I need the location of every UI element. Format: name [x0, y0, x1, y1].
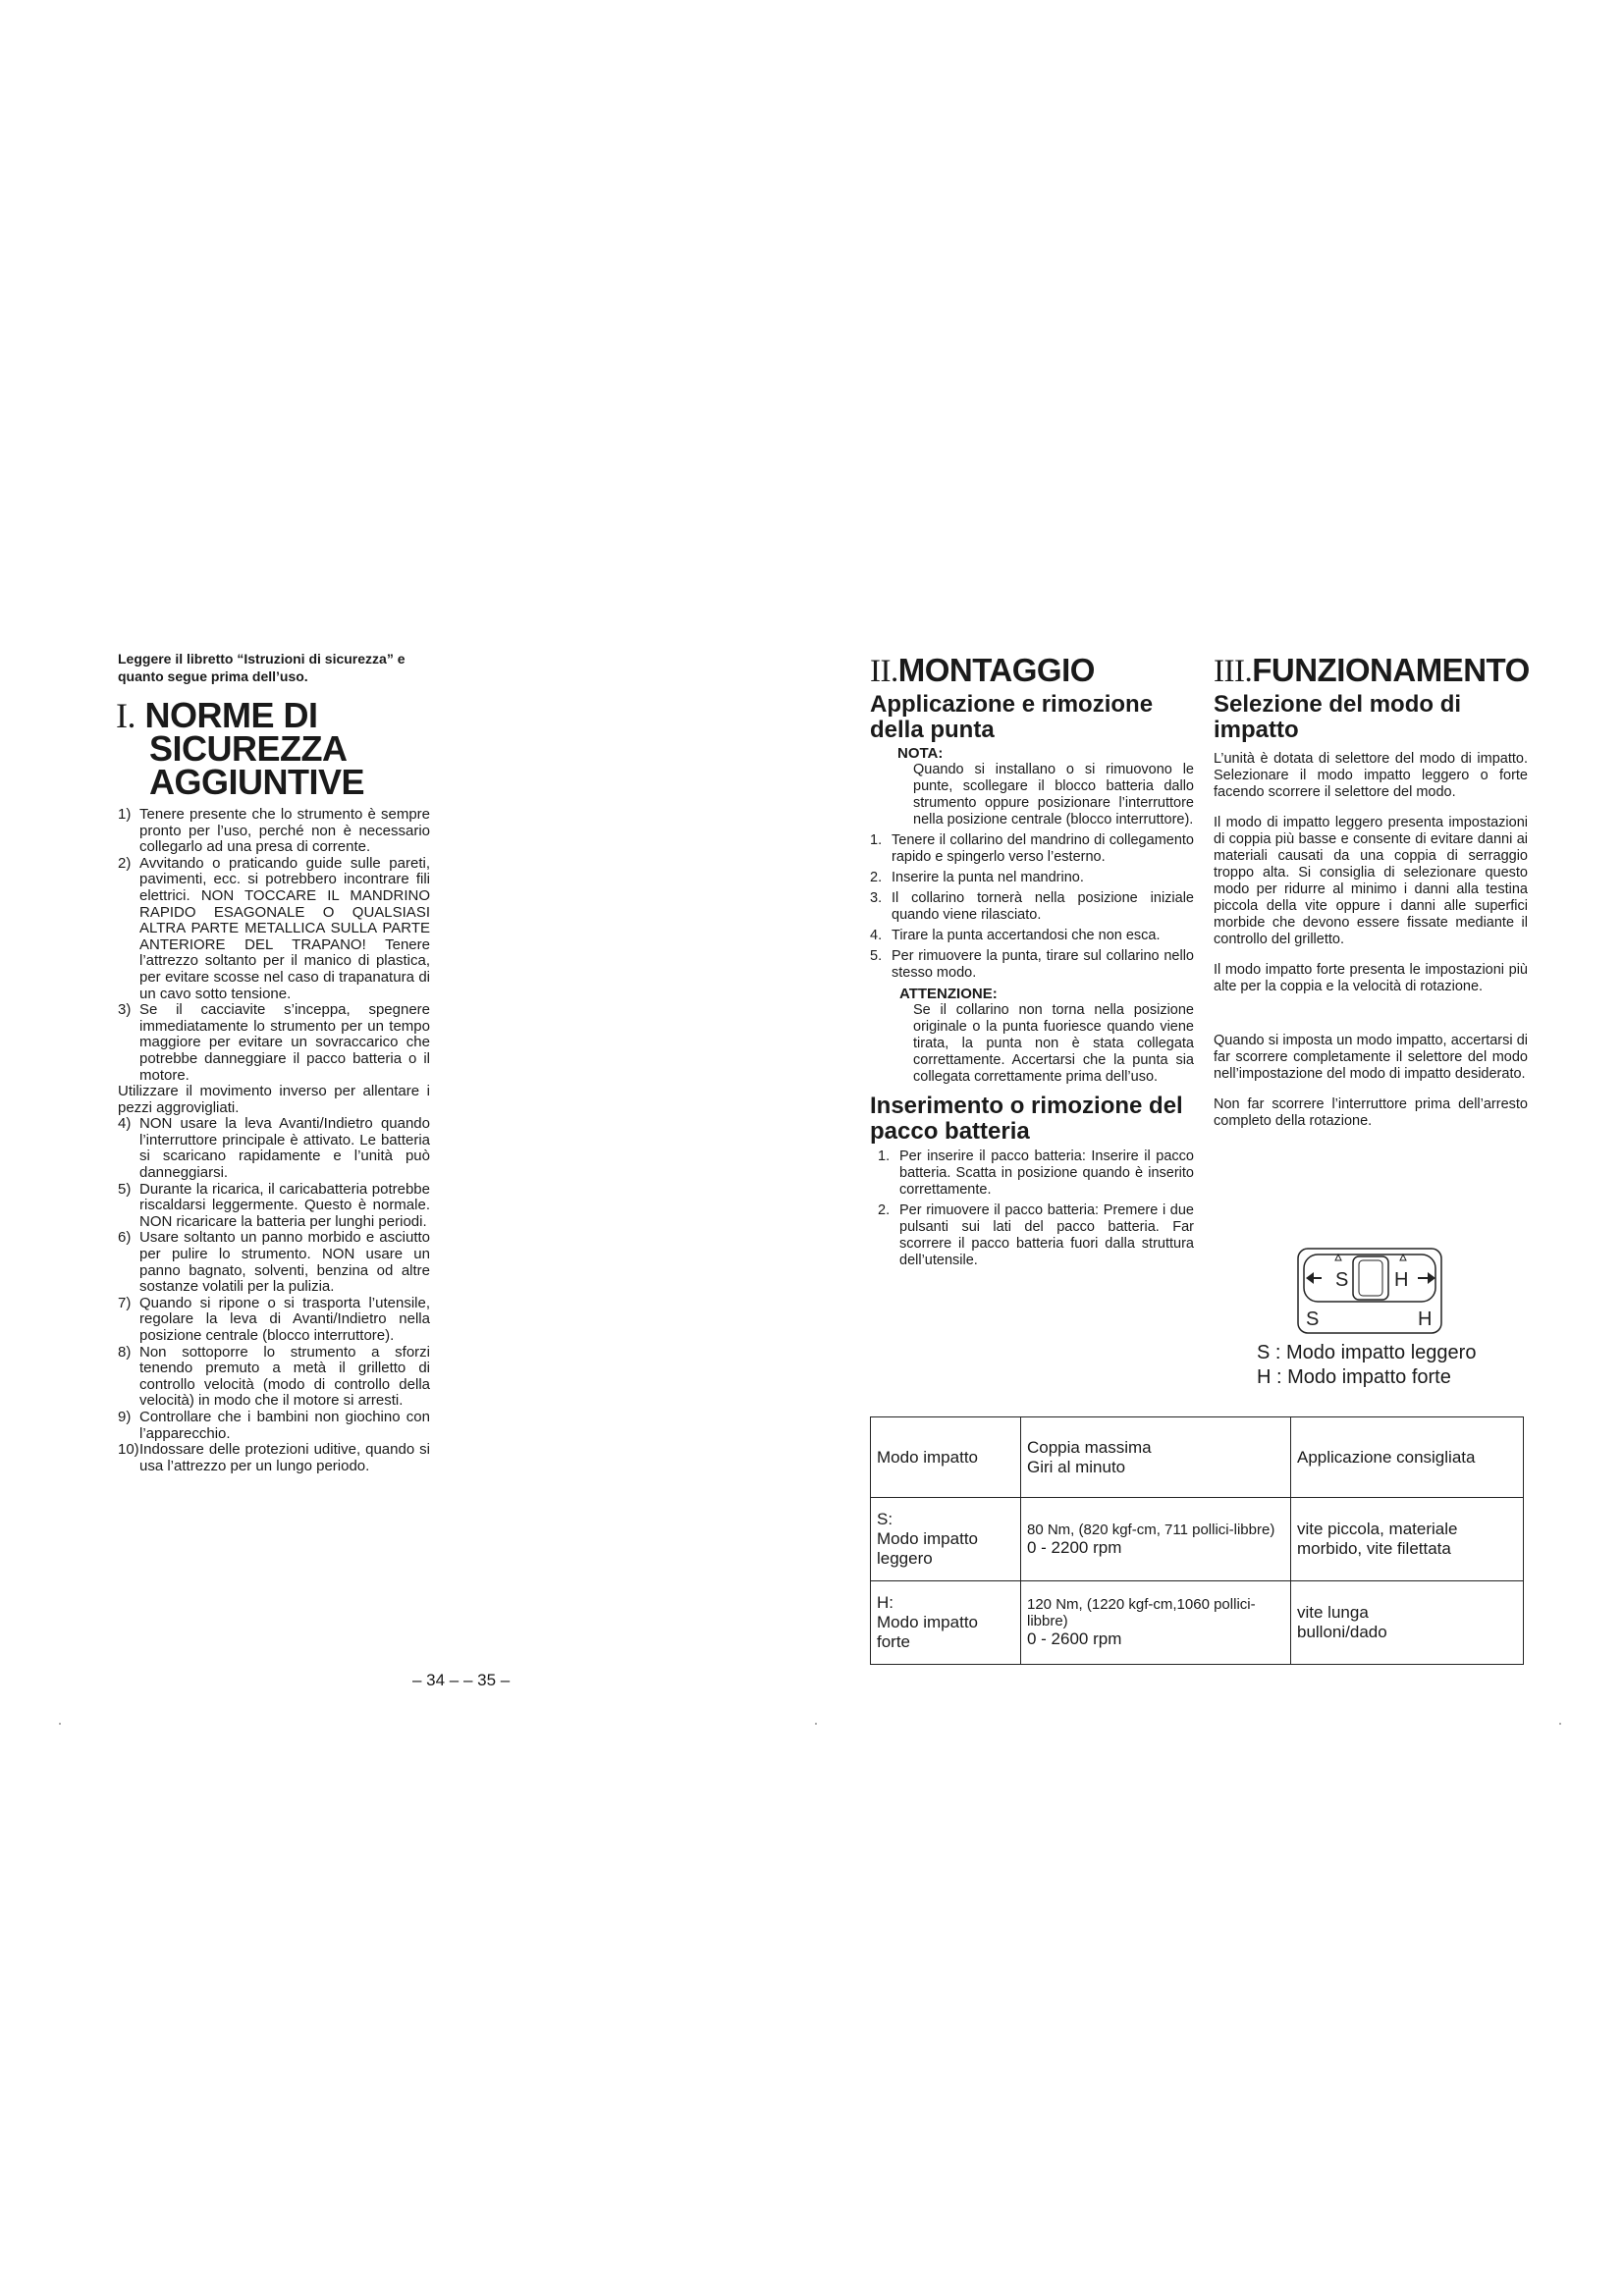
mode-selector-icon: [1296, 1247, 1443, 1335]
list-item: 2. Inserire la punta nel mandrino.: [870, 870, 1084, 885]
scan-mark: [1559, 1723, 1561, 1725]
section-2-title-text: MONTAGGIO: [897, 652, 1095, 688]
paragraph: Il modo impatto forte presenta le impostazioni più alte per la coppia e la velocità di rotazione.: [1214, 962, 1528, 994]
section-3: [1214, 654, 1528, 1144]
list-item: 5) Durante la ricarica, il caricabatteria potrebbe riscaldarsi leggermente. Questo è normale. NON ricaricare la batteria per lunghi periodi.: [118, 1180, 430, 1230]
paragraph: Non far scorrere l’interruttore prima dell’arresto completo della rotazione.: [1214, 1096, 1528, 1129]
list-item: 6) Usare soltanto un panno morbido e asciutto per pulire lo strumento. NON usare un panno bagnato, solventi, benzina od altre sostanze volatili per la pulizia.: [118, 1229, 430, 1296]
section-1-roman: I.: [116, 696, 135, 735]
attenzione-label: ATTENZIONE:: [899, 986, 998, 1002]
table-cell: vite lunga bulloni/dado: [1291, 1581, 1524, 1665]
nota-label: NOTA:: [897, 745, 944, 762]
intro-note: Leggere il libretto “Istruzioni di sicurezza” e quanto segue prima dell’uso.: [118, 651, 406, 684]
diagram-s-label: S: [1306, 1308, 1320, 1330]
list-item: 4) NON usare la leva Avanti/Indietro quando l’interruttore principale è attivato. Le batteria si scaricano rapidamente e l’unità può danneggiarsi.: [118, 1115, 430, 1182]
diagram-h-label: H: [1418, 1308, 1433, 1330]
scan-mark: [815, 1723, 817, 1725]
section-3-title: [1214, 654, 1528, 688]
diagram-s: S: [1335, 1269, 1349, 1291]
attenzione-text: Se il collarino non torna nella posizione originale o la punta fuoriesce quando viene tirata, la punta non è stata collegata correttamente. Accertarsi che la punta sia collegata correttamente prima dell’uso.: [913, 1002, 1194, 1085]
section-2: [870, 654, 1194, 1269]
list-item: 3. Il collarino tornerà nella posizione iniziale quando viene rilasciato.: [870, 890, 1194, 923]
list-item: 2) Avvitando o praticando guide sulle pareti, pavimenti, ecc. si potrebbero incontrare fili elettrici. NON TOCCARE IL MANDRINO RAPIDO ESAGONALE O QUALSIASI ALTRA PARTE METALLICA SULLA PARTE ANTERIORE DEL TRAPANO! Tenere l’attrezzo soltanto per il manico di plastica, per evitare scosse nel caso di trapanatura di un cavo sotto tensione.: [118, 854, 430, 1002]
section-1-title-line1: NORME DI: [144, 695, 318, 735]
table-row: [871, 1498, 1524, 1581]
impact-mode-table: [870, 1416, 1524, 1665]
paragraph: Quando si imposta un modo impatto, accertarsi di far scorrere completamente il selettore del modo nell’impostazione del modo di impatto desiderato.: [1214, 1033, 1528, 1082]
list-item: 8) Non sottoporre lo strumento a sforzi tenendo premuto a metà il grilletto di controllo velocità (modo di controllo della velocità) in modo che il motore si arresti.: [118, 1343, 430, 1410]
list-item: 1) Tenere presente che lo strumento è sempre pronto per l’uso, perché non è necessario collegarlo ad una presa di corrente.: [118, 806, 430, 856]
legend-item: H : Modo impatto forte: [1257, 1366, 1451, 1388]
list-note: Utilizzare il movimento inverso per allentare i pezzi aggrovigliati.: [118, 1083, 430, 1116]
list-item: 1. Tenere il collarino del mandrino di collegamento rapido e spingerlo verso l’esterno.: [870, 832, 1194, 865]
section-2-title: [870, 654, 1194, 688]
list-item: 7) Quando si ripone o si trasporta l’utensile, regolare la leva di Avanti/Indietro nella posizione centrale (blocco interruttore).: [118, 1294, 430, 1344]
header-cell: Coppia massima Giri al minuto: [1021, 1417, 1291, 1498]
list-item: 1. Per inserire il pacco batteria: Inserire il pacco batteria. Scatta in posizione quando è inserito correttamente.: [878, 1148, 1194, 1198]
list-item: 3) Se il cacciavite s’inceppa, spegnere immediatamente lo strumento per un tempo maggiore per evitare un sovraccarico che potrebbe danneggiare il pacco batteria o il motore.: [118, 1001, 430, 1084]
subsection-bit: Applicazione e rimozione della punta: [870, 691, 1154, 743]
section-2-roman: II.: [870, 654, 898, 689]
table-cell: vite piccola, materiale morbido, vite filettata: [1291, 1498, 1524, 1581]
subsection-battery: Inserimento o rimozione del pacco batteria: [870, 1093, 1183, 1145]
list-item: 9) Controllare che i bambini non giochino con l’apparecchio.: [118, 1408, 430, 1442]
scan-mark: [59, 1723, 61, 1725]
table-cell: 80 Nm, (820 kgf-cm, 711 pollici-libbre) 0 - 2200 rpm: [1021, 1498, 1291, 1581]
table-cell: H: Modo impatto forte: [871, 1581, 1021, 1665]
table-row: [871, 1581, 1524, 1665]
list-item: 2. Per rimuovere il pacco batteria: Premere i due pulsanti sui lati del pacco batteria. Far scorrere il pacco batteria fuori dalla struttura dell’utensile.: [878, 1202, 1194, 1268]
section-1-title-line3: AGGIUNTIVE: [149, 762, 365, 802]
list-item: 4. Tirare la punta accertandosi che non esca.: [870, 928, 1161, 943]
list-item: 10) Indossare delle protezioni uditive, quando si usa l’attrezzo per un lungo periodo.: [118, 1441, 430, 1474]
table-cell: S: Modo impatto leggero: [871, 1498, 1021, 1581]
mode-selector-diagram: [1296, 1247, 1443, 1335]
list-item: 5. Per rimuovere la punta, tirare sul collarino nello stesso modo.: [870, 948, 1194, 981]
section-3-roman: III.: [1214, 654, 1253, 689]
header-cell: Applicazione consigliata: [1291, 1417, 1524, 1498]
section-1-title-line2: SICUREZZA: [149, 728, 348, 769]
diagram-h: H: [1394, 1269, 1409, 1291]
page-numbers: – 34 – – 35 –: [412, 1671, 511, 1689]
section-3-title-text: FUNZIONAMENTO: [1252, 652, 1530, 688]
paragraph: Il modo di impatto leggero presenta impostazioni di coppia più basse e consente di evitare danni ai materiali causati da una coppia di serraggio troppo alta. Si consiglia di selezionare questo modo per ridurre al minimo i danni alla testina piccola della vite oppure i danni alle superfici morbide che devono essere fissate mediante il controllo del grilletto.: [1214, 815, 1528, 947]
safety-list: [118, 807, 430, 1474]
legend-item: S : Modo impatto leggero: [1257, 1342, 1477, 1363]
nota-text: Quando si installano o si rimuovono le punte, scollegare il blocco batteria dallo strumento oppure posizionare l’interruttore nella posizione centrale (blocco interruttore).: [913, 762, 1194, 828]
header-cell: Modo impatto: [871, 1417, 1021, 1498]
subsection-impact-mode: Selezione del modo di impatto: [1214, 691, 1462, 743]
section-1-title: [116, 695, 450, 802]
mode-legend: [1257, 1341, 1476, 1390]
paragraph: L’unità è dotata di selettore del modo di impatto. Selezionare il modo impatto leggero o forte facendo scorrere il selettore del modo.: [1214, 751, 1528, 800]
table-cell: 120 Nm, (1220 kgf-cm,1060 pollici-libbre) 0 - 2600 rpm: [1021, 1581, 1291, 1665]
table-header-row: [871, 1417, 1524, 1498]
